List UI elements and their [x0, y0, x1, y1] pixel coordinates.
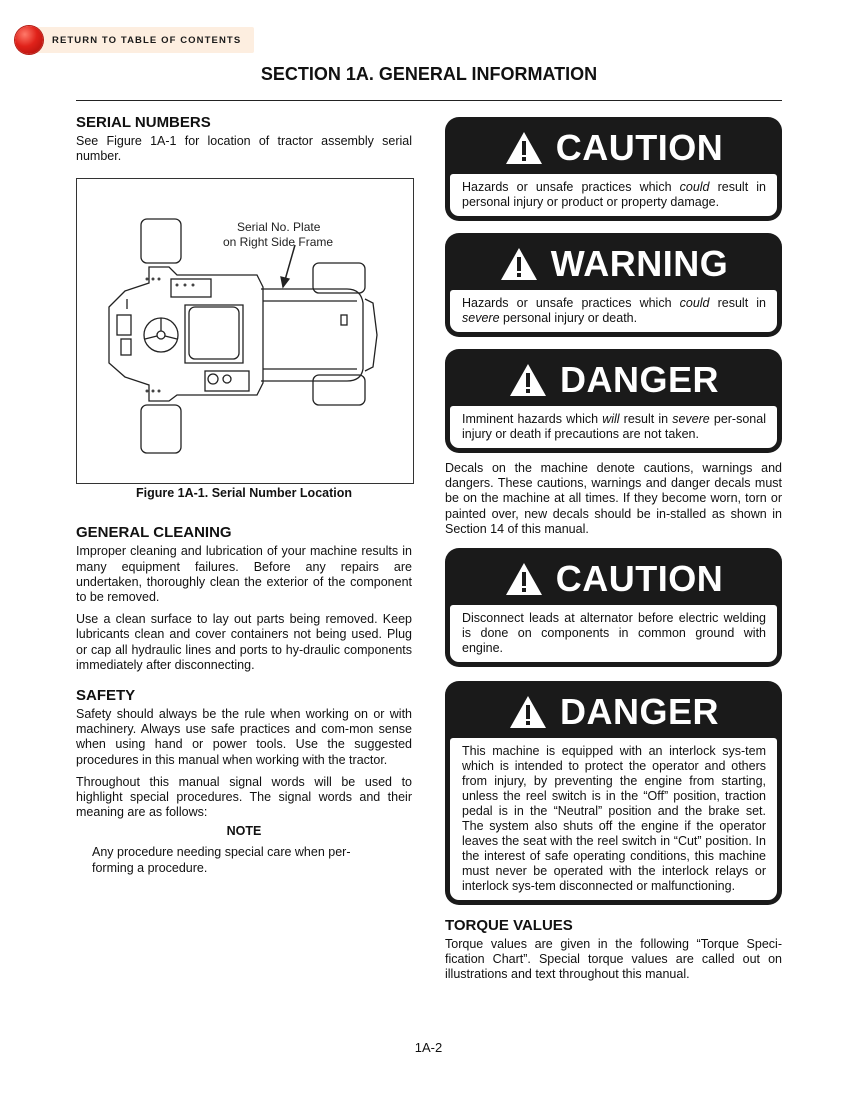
- torque-values-heading: TORQUE VALUES: [445, 917, 573, 935]
- general-cleaning-heading: GENERAL CLEANING: [76, 524, 232, 542]
- caution-sign-1: [445, 117, 782, 221]
- figure-caption: Figure 1A-1. Serial Number Location: [135, 486, 352, 501]
- red-circle-icon: [15, 26, 43, 54]
- warning-triangle-icon: [499, 246, 539, 282]
- warning-triangle-icon: [508, 362, 548, 398]
- warning-triangle-icon: [508, 694, 548, 730]
- serial-plate-callout-line2: on Right Side Frame: [223, 235, 334, 250]
- tractor-figure: [76, 178, 414, 484]
- serial-numbers-text: See Figure 1A-1 for location of tractor assembly serial number.: [76, 134, 412, 164]
- title-divider: [76, 100, 782, 101]
- warning-triangle-icon: [504, 561, 544, 597]
- right-column: [445, 117, 782, 990]
- caution-word: CAUTION: [555, 558, 724, 600]
- danger-word: DANGER: [559, 691, 719, 733]
- tractor-top-view-illustration: [77, 179, 413, 483]
- serial-numbers-heading: SERIAL NUMBERS: [76, 114, 211, 131]
- warning-word: WARNING: [550, 243, 729, 284]
- note-text: Any procedure needing special care when per-forming a procedure.: [92, 845, 351, 876]
- page-number: 1A-2: [414, 1040, 443, 1055]
- warning-triangle-icon: [504, 130, 544, 166]
- caution-2-text: Disconnect leads at alternator before electric welding is done on components in common ground with engine.: [462, 611, 766, 656]
- danger-word: DANGER: [559, 359, 719, 400]
- serial-plate-callout-line1: Serial No. Plate: [237, 220, 321, 235]
- general-cleaning-p1: Improper cleaning and lubrication of your machine results in many equipment failures. Before any repairs are undertaken, thoroughly clean the exterior of the component to be removed.: [76, 544, 412, 605]
- danger-sign-1: [445, 349, 782, 453]
- safety-heading: SAFETY: [76, 687, 136, 705]
- caution-word: CAUTION: [555, 127, 724, 168]
- safety-p1: Safety should always be the rule when working on or with machinery. Always use safe practices and com-mon sense when using hand or power tools. Use the suggested procedures in this manual when working with the tractor.: [76, 707, 412, 767]
- note-title: NOTE: [226, 824, 262, 839]
- return-to-toc-button[interactable]: [16, 27, 254, 53]
- caution-1-text: Hazards or unsafe practices which could result in personal injury or product or property damage.: [462, 180, 766, 209]
- caution-sign-2: [445, 548, 782, 667]
- general-cleaning-p2: Use a clean surface to lay out parts being removed. Keep lubricants clean and cover containers not being used. Plug or cap all hydraulic lines and ports to hy-draulic components immediately after disconnecting.: [76, 612, 412, 672]
- danger-sign-2: [445, 681, 782, 905]
- page-title: SECTION 1A. GENERAL INFORMATION: [260, 64, 598, 84]
- left-column: [76, 114, 412, 876]
- warning-text: Hazards or unsafe practices which could result in severe personal injury or death.: [462, 296, 766, 325]
- decals-text: Decals on the machine denote cautions, warnings and dangers. These cautions, warnings and danger decals must be on the machine at all times. If they become worn, torn or painted over, new decals should be in-stalled as shown in Section 14 of this manual.: [445, 461, 782, 536]
- safety-p2: Throughout this manual signal words will be used to highlight special procedures. The signal words and their meaning are as follows:: [76, 774, 412, 820]
- danger-2-text: This machine is equipped with an interlock sys-tem which is intended to protect the operator and others from injury, by preventing the engine from starting, unless the reel switch is in the “Off” position, traction pedal is in the “Neutral” position and the brake set. The system also shuts off the engine if the operator leaves the seat with the reel switch in “Cut” position. In the interest of safe operating conditions, this machine must never be operated with the interlock relays or interlock sys-tem disconnected or malfunctioning.: [462, 744, 766, 894]
- toc-label: RETURN TO TABLE OF CONTENTS: [52, 34, 242, 46]
- danger-1-text: Imminent hazards which will result in severe per-sonal injury or death if precautions are not taken.: [462, 412, 766, 441]
- torque-values-text: Torque values are given in the following “Torque Speci-fication Chart”. Special torque values are called out on illustrations and text throughout this manual.: [445, 937, 782, 982]
- warning-sign: [445, 233, 782, 337]
